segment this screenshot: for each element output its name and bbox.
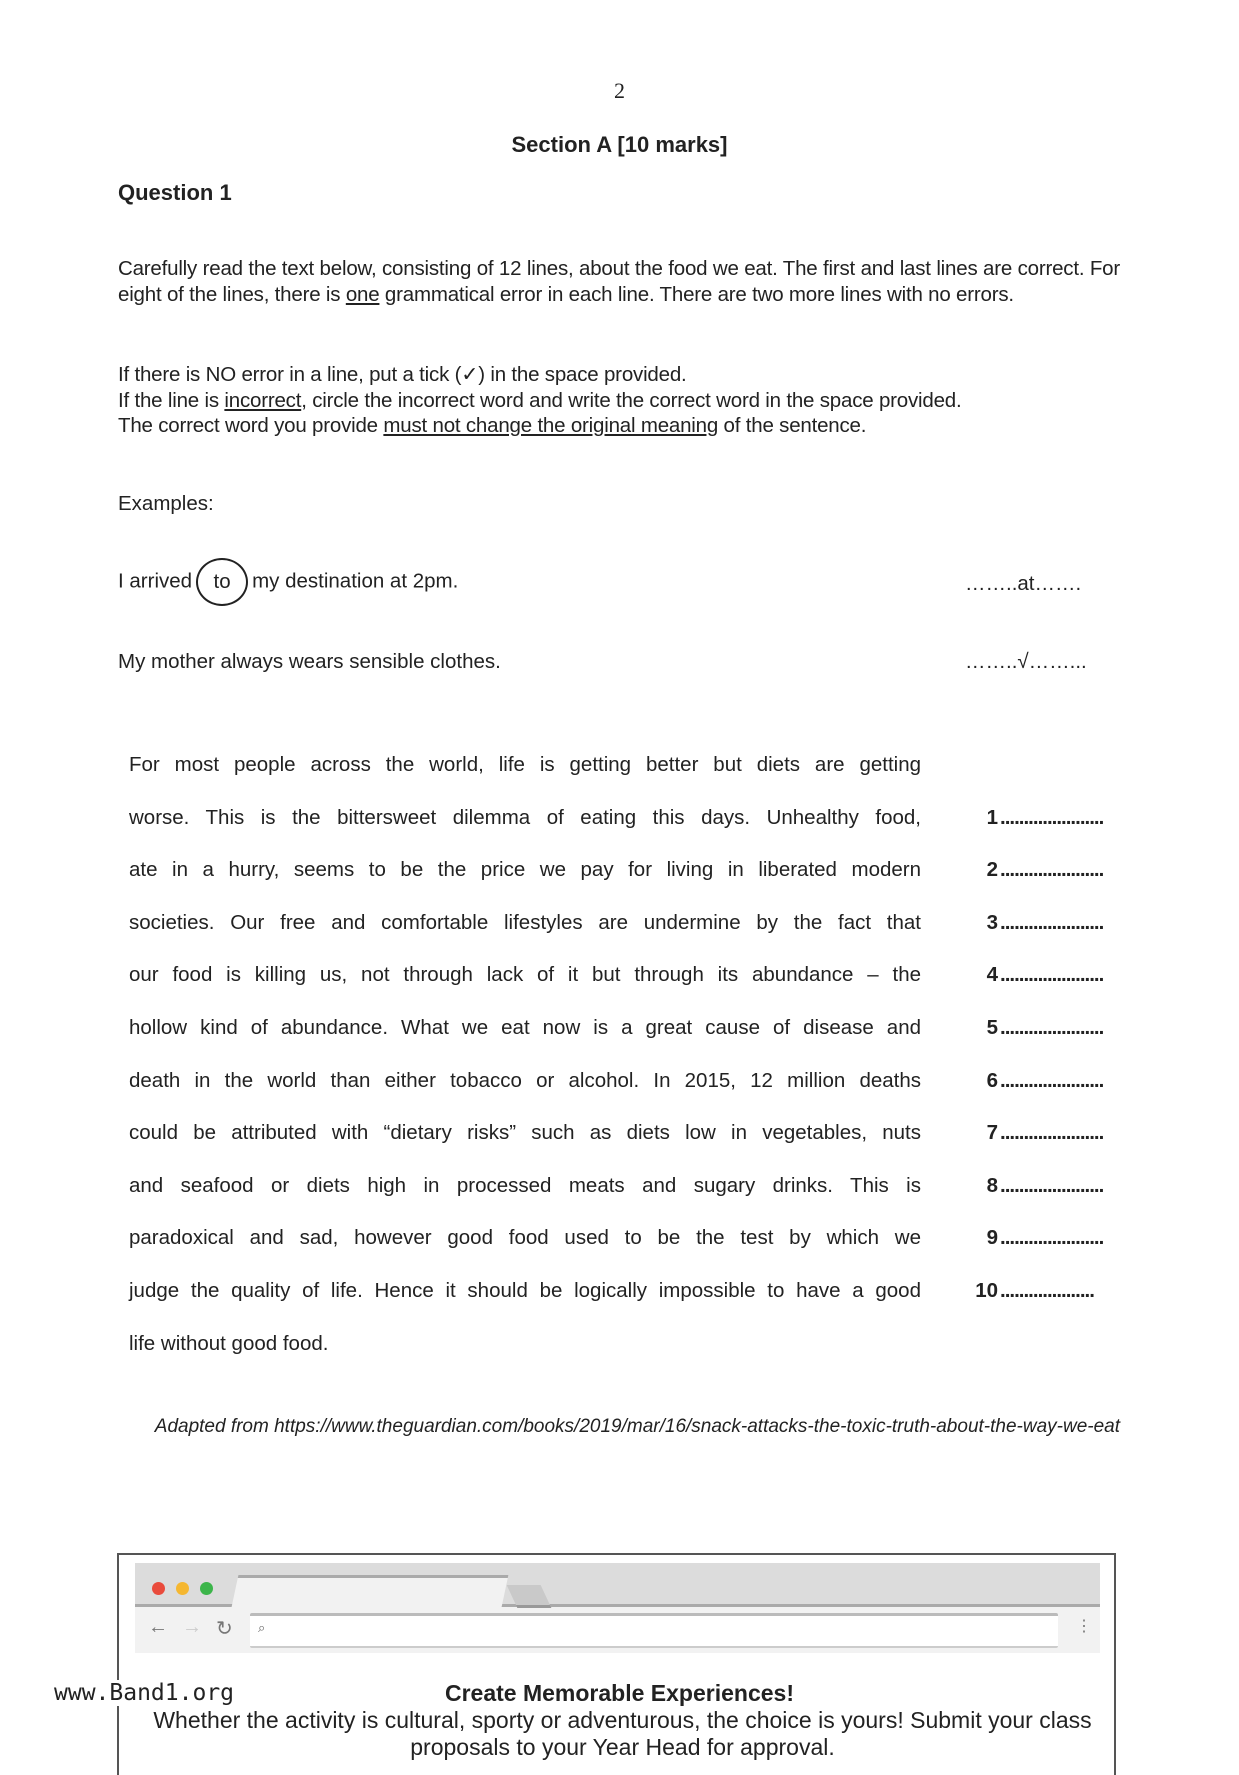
passage-line: For most people across the world, life is getting better but diets are getting: [129, 753, 921, 776]
source-citation: Adapted from https://www.theguardian.com/books/2019/mar/16/snack-attacks-the-toxic-truth-about-the-way-we-eat: [154, 1416, 1120, 1437]
section-title: Section A [10 marks]: [511, 132, 728, 157]
forward-arrow-icon[interactable]: →: [182, 1616, 202, 1638]
line-number: 5: [986, 1016, 998, 1039]
answer-space[interactable]: ......................: [1000, 1121, 1104, 1145]
answer-space[interactable]: ......................: [1000, 963, 1104, 987]
maximize-window-icon[interactable]: [200, 1582, 213, 1595]
question-title: Question 1: [118, 180, 232, 205]
banner-title: Create Memorable Experiences!: [445, 1680, 794, 1706]
example-1-answer: ……..at…….: [965, 572, 1082, 595]
passage-line: could be attributed with “dietary risks” such as diets low in vegetables, nuts: [129, 1121, 921, 1145]
passage-line: societies. Our free and comfortable lifestyles are undermine by the fact that: [129, 910, 921, 934]
circled-word: to: [196, 558, 248, 606]
intro-underlined: one: [345, 282, 380, 306]
passage-line: death in the world than either tobacco or alcohol. In 2015, 12 million deaths: [129, 1068, 921, 1092]
instruction-line: [118, 413, 1120, 439]
passage-line: hollow kind of abundance. What we eat now is a great cause of disease and: [129, 1016, 921, 1039]
underlined-text: must not change the original meaning: [383, 414, 719, 437]
intro-paragraph: [118, 256, 1120, 307]
answer-space[interactable]: ......................: [1000, 805, 1104, 829]
text: If the line is: [118, 388, 225, 412]
line-number: 2: [986, 858, 998, 882]
passage-line: judge the quality of life. Hence it should be logically impossible to have a good: [129, 1279, 921, 1302]
answer-space[interactable]: ......................: [1000, 858, 1104, 882]
back-arrow-icon[interactable]: ←: [148, 1616, 168, 1638]
answer-space[interactable]: ......................: [1000, 1016, 1104, 1039]
answer-space[interactable]: ......................: [1000, 1173, 1104, 1197]
instruction-line: [118, 388, 1120, 414]
passage-line: worse. This is the bittersweet dilemma of eating this days. Unhealthy food,: [129, 805, 921, 829]
example-2: My mother always wears sensible clothes.: [118, 650, 501, 673]
text: , circle the incorrect word and write the correct word in the space provided.: [301, 388, 962, 412]
intro-text-end: grammatical error in each line. There are two more lines with no errors.: [379, 282, 1014, 306]
passage-line: ate in a hurry, seems to be the price we pay for living in liberated modern: [129, 858, 921, 882]
text: my destination at 2pm.: [252, 569, 459, 593]
example-2-answer: ……..√……...: [965, 650, 1087, 673]
line-number: 1: [986, 805, 998, 829]
line-number: 10: [975, 1279, 998, 1302]
intro-text: Carefully read the text below, consisting of 12 lines, about the food we eat. The first and last lines are correct. For eight of the lines, there is: [118, 257, 1120, 306]
page-number: 2: [614, 78, 625, 103]
address-bar[interactable]: [250, 1613, 1058, 1648]
answer-space[interactable]: ....................: [1000, 1279, 1094, 1302]
instructions: [118, 362, 1120, 439]
passage-line: and seafood or diets high in processed meats and sugary drinks. This is: [129, 1173, 921, 1197]
passage-line: life without good food.: [129, 1331, 329, 1355]
search-icon: ⌕: [258, 1620, 266, 1635]
kebab-menu-icon[interactable]: ⋮: [1076, 1618, 1092, 1635]
reload-icon[interactable]: ↻: [216, 1618, 233, 1640]
line-number: 8: [986, 1173, 998, 1197]
text: I arrived: [118, 569, 193, 593]
line-number: 9: [986, 1226, 998, 1250]
instruction-line: If there is NO error in a line, put a tick (✓) in the space provided.: [118, 363, 687, 386]
close-window-icon[interactable]: [152, 1582, 165, 1595]
answer-space[interactable]: ......................: [1000, 1068, 1104, 1092]
minimize-window-icon[interactable]: [176, 1582, 189, 1595]
line-number: 7: [986, 1121, 998, 1145]
passage-line: paradoxical and sad, however good food used to be the test by which we: [129, 1226, 921, 1250]
examples-label: Examples:: [118, 492, 214, 515]
answer-space[interactable]: ......................: [1000, 910, 1104, 934]
watermark: www.Band1.org: [54, 1680, 235, 1706]
passage-line: our food is killing us, not through lack of it but through its abundance – the: [129, 963, 921, 987]
text: The correct word you provide: [118, 414, 384, 437]
example-1: [118, 558, 458, 606]
line-number: 4: [986, 963, 998, 987]
text: of the sentence.: [718, 414, 867, 437]
line-number: 6: [986, 1068, 998, 1092]
line-number: 3: [986, 910, 998, 934]
banner-text: Whether the activity is cultural, sporty or adventurous, the choice is yours! Submit your class proposals to your Year Head for approval.: [153, 1707, 1092, 1760]
browser-tab[interactable]: [232, 1575, 509, 1607]
underlined-text: incorrect: [224, 388, 302, 412]
answer-space[interactable]: ......................: [1000, 1226, 1104, 1250]
